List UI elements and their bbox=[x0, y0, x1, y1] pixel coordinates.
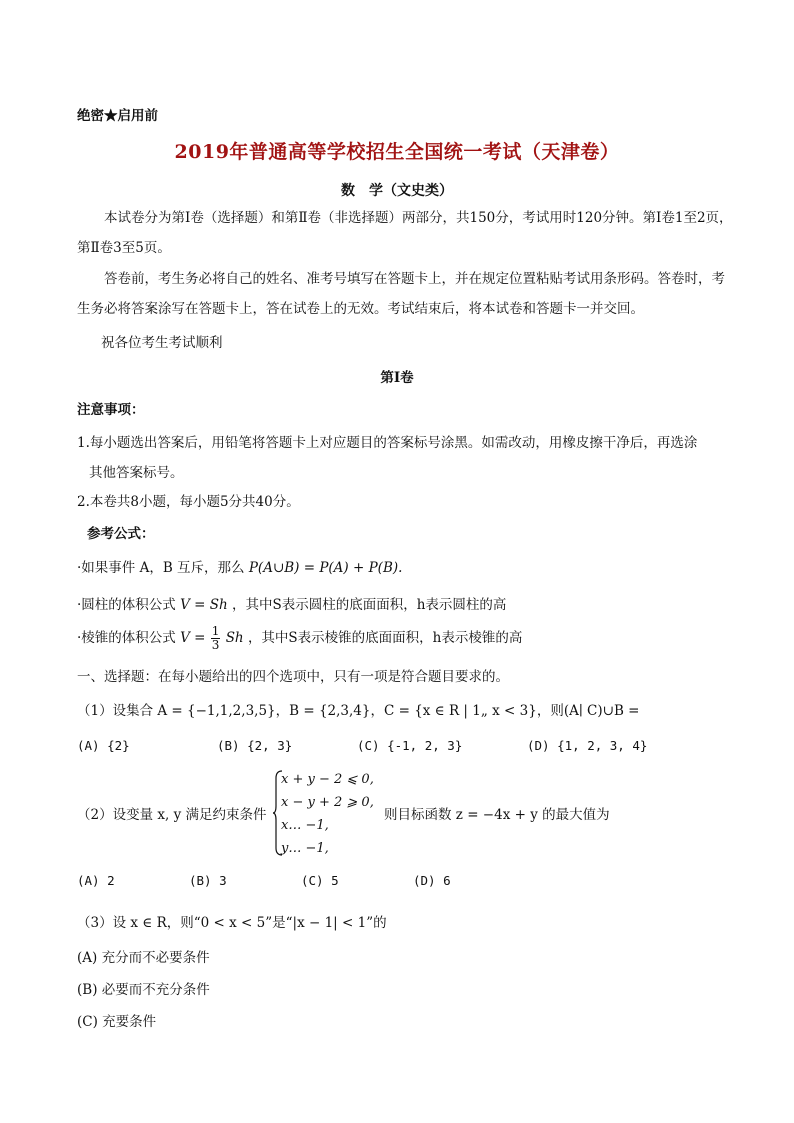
question-1-option-c: (C) {-1, 2, 3} bbox=[357, 738, 463, 753]
section-1-heading: 一、选择题：在每小题给出的四个选项中，只有一项是符合题目要求的。 bbox=[77, 669, 509, 685]
formula-3-math-post: Sh bbox=[225, 630, 244, 646]
question-1-option-a: (A) {2} bbox=[77, 738, 130, 753]
notice-item-1-line2: 其他答案标号。 bbox=[89, 465, 184, 481]
question-2-option-a: (A) 2 bbox=[77, 873, 115, 888]
fraction-denominator: 3 bbox=[211, 638, 220, 652]
formula-2-tail: ，其中S表示圆柱的底面面积，h表示圆柱的高 bbox=[231, 597, 507, 613]
notice-item-2: 2.本卷共8小题，每小题5分共40分。 bbox=[77, 494, 300, 510]
wish-line: 祝各位考生考试顺利 bbox=[101, 335, 223, 351]
formula-1 bbox=[77, 556, 402, 576]
question-2-tail: 则目标函数 z = −4x + y 的最大值为 bbox=[384, 807, 610, 823]
question-2-option-d: (D) 6 bbox=[413, 873, 451, 888]
intro-paragraph-1: 本试卷分为第Ⅰ卷（选择题）和第Ⅱ卷（非选择题）两部分，共150分，考试用时120分钟。第Ⅰ卷1至2页，第Ⅱ卷3至5页。 bbox=[77, 210, 733, 256]
question-2-option-c: (C) 5 bbox=[301, 873, 339, 888]
question-3-stem: （3）设 x ∈ R，则“0 < x < 5”是“|x − 1| < 1”的 bbox=[77, 915, 387, 931]
question-2-option-b: (B) 3 bbox=[189, 873, 227, 888]
constraint-4: y… −1, bbox=[281, 841, 329, 856]
fraction-numerator: 1 bbox=[211, 624, 220, 638]
formula-3 bbox=[77, 625, 522, 652]
volume-title: 第Ⅰ卷 bbox=[380, 370, 414, 386]
exam-title: 2019年普通高等学校招生全国统一考试（天津卷） bbox=[174, 141, 620, 163]
question-3-option-c: (C) 充要条件 bbox=[77, 1014, 157, 1030]
formula-3-text: ·棱锥的体积公式 bbox=[77, 630, 176, 646]
formula-3-fraction bbox=[211, 625, 221, 652]
secret-label: 绝密★启用前 bbox=[77, 108, 158, 124]
question-1-stem: （1）设集合 A = {−1,1,2,3,5}，B = {2,3,4}，C = {x ∈ R | 1„ x < 3}，则(A∣ C)∪B = bbox=[77, 703, 640, 719]
formula-3-math-pre: V = bbox=[180, 630, 206, 646]
question-3-option-b: (B) 必要而不充分条件 bbox=[77, 982, 210, 998]
formula-3-tail: ，其中S表示棱锥的底面面积，h表示棱锥的高 bbox=[247, 630, 523, 646]
formula-2-text: ·圆柱的体积公式 bbox=[77, 597, 176, 613]
constraint-1: x + y − 2 ⩽ 0, bbox=[281, 772, 374, 787]
constraint-2: x − y + 2 ⩾ 0, bbox=[281, 795, 374, 810]
constraint-system bbox=[281, 768, 374, 860]
exam-subtitle: 数 学（文史类） bbox=[341, 183, 453, 199]
formula-1-math: P(A∪B) = P(A) + P(B). bbox=[248, 560, 403, 576]
question-3-option-a: (A) 充分而不必要条件 bbox=[77, 950, 210, 966]
constraint-3: x… −1, bbox=[281, 818, 329, 833]
question-1-option-b: (B) {2, 3} bbox=[217, 738, 293, 753]
formula-2 bbox=[77, 593, 506, 613]
formula-2-math: V = Sh bbox=[180, 597, 228, 613]
notice-item-1 bbox=[77, 428, 737, 488]
intro-paragraph-2: 答卷前，考生务必将自己的姓名、准考号填写在答题卡上，并在规定位置粘贴考试用条形码。答卷时，考生务必将答案涂写在答题卡上，答在试卷上的无效。考试结束后，将本试卷和答题卡一并交回。 bbox=[77, 271, 725, 317]
question-2-stem: （2）设变量 x, y 满足约束条件 bbox=[77, 807, 267, 823]
formula-1-text: ·如果事件 A，B 互斥，那么 bbox=[77, 560, 245, 576]
question-1-option-d: (D) {1, 2, 3, 4} bbox=[527, 738, 648, 753]
formula-heading: 参考公式： bbox=[87, 526, 155, 542]
notice-item-1-line1: 1.每小题选出答案后，用铅笔将答题卡上对应题目的答案标号涂黑。如需改动，用橡皮擦干净后，再选涂 bbox=[77, 435, 698, 451]
notice-heading: 注意事项： bbox=[77, 402, 145, 418]
